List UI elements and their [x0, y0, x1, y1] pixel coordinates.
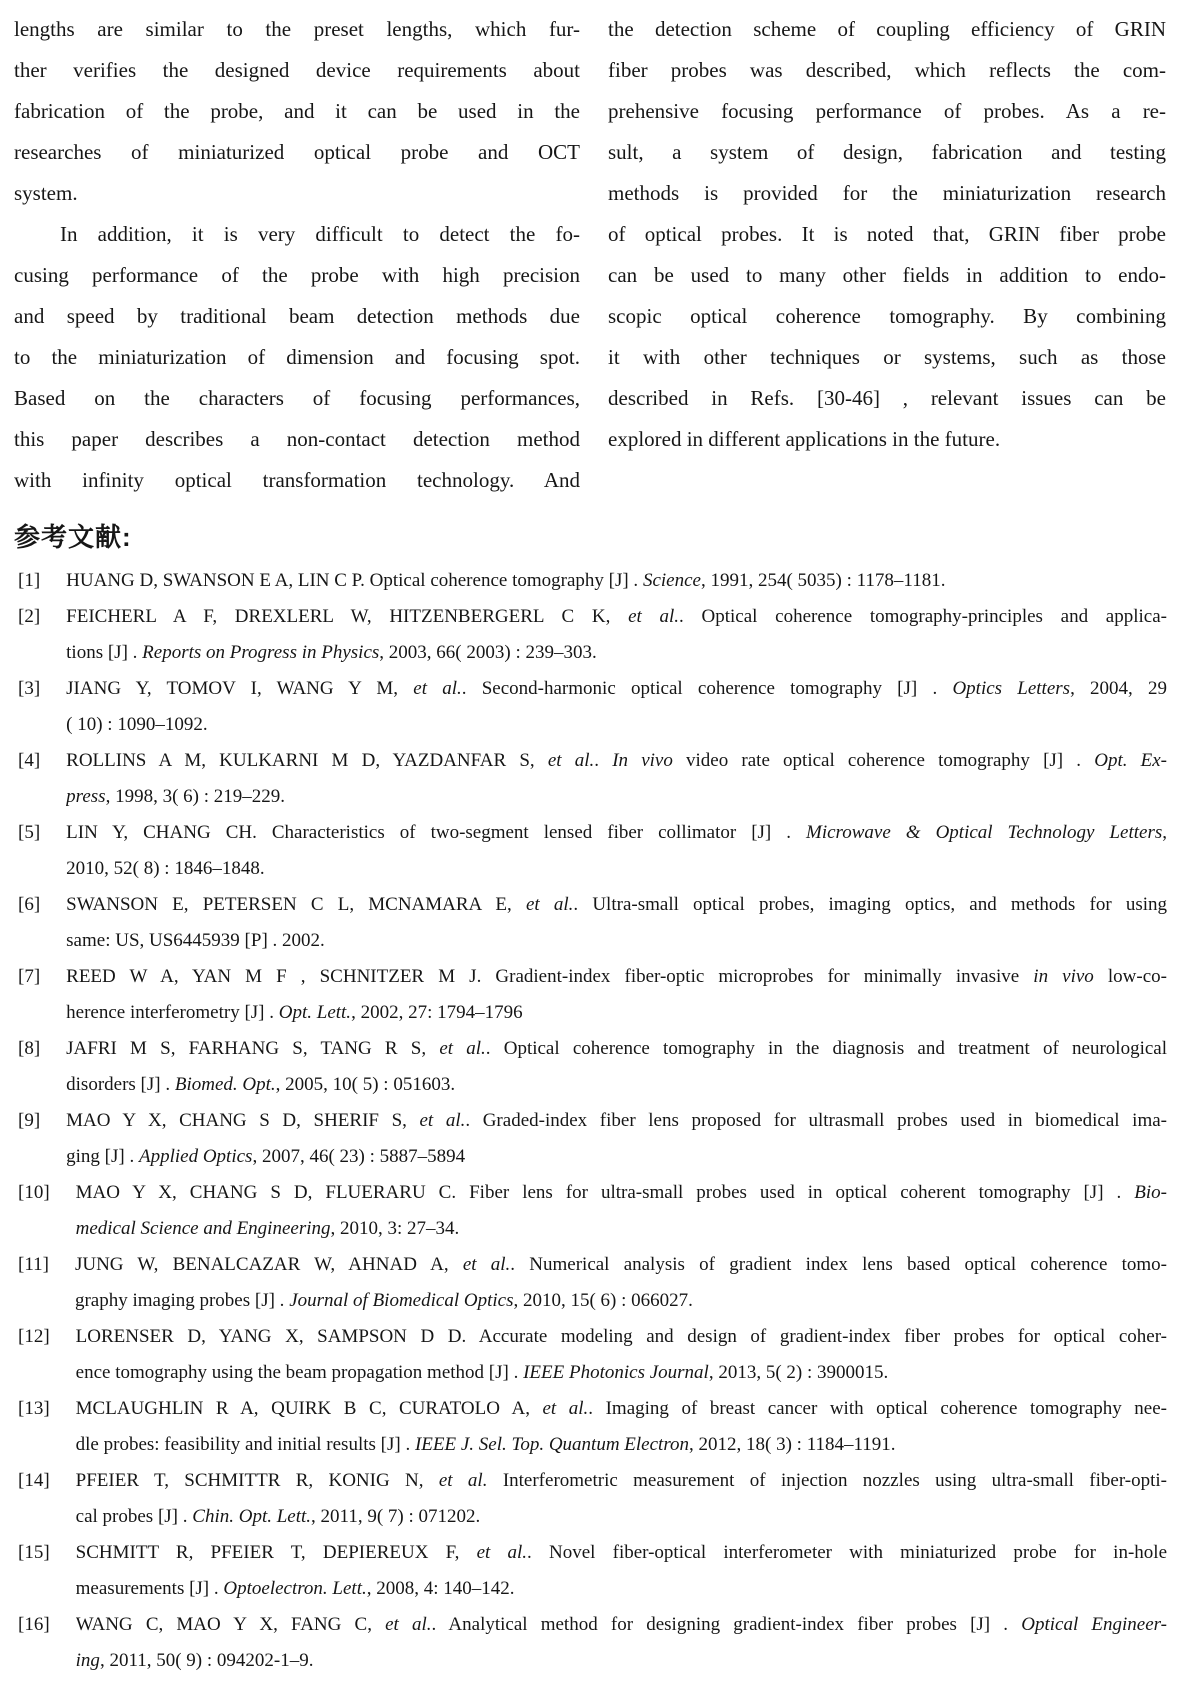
- text-segment: cal probes [J] .: [75, 1506, 193, 1527]
- reference-number: [9]: [18, 1110, 41, 1131]
- italic-text-segment: et al.: [462, 1254, 511, 1275]
- reference-text: [66, 563, 1167, 599]
- text-segment: lengths are similar to the preset lengths, which fur-: [14, 17, 580, 41]
- italic-text-segment: et al.: [438, 1470, 488, 1491]
- reference-item: [18, 959, 1167, 1031]
- reference-text: [66, 887, 1167, 959]
- italic-text-segment: Optoelectron. Lett.: [223, 1578, 367, 1599]
- text-line: [608, 255, 1166, 296]
- text-segment: SWANSON E, PETERSEN C L, MCNAMARA E,: [66, 894, 526, 915]
- italic-text-segment: Opt. Lett.: [278, 1002, 352, 1023]
- text-segment: REED W A, YAN M F , SCHNITZER M J. Gradient-index fiber-optic microprobes for minimally invasive: [66, 966, 1034, 987]
- text-line: [66, 1103, 1167, 1139]
- text-line: [66, 1031, 1167, 1067]
- italic-text-segment: et al.: [547, 750, 595, 771]
- text-segment: PFEIER T, SCHMITTR R, KONIG N,: [75, 1470, 439, 1491]
- text-segment: , 2007, 46( 23) : 5887–5894: [252, 1146, 466, 1167]
- text-segment: the detection scheme of coupling efficiency of GRIN: [608, 17, 1166, 41]
- text-line: [76, 1535, 1167, 1571]
- italic-text-segment: et al.: [628, 606, 680, 627]
- reference-number: [14]: [18, 1470, 50, 1491]
- reference-number: [6]: [18, 894, 41, 915]
- reference-item: [18, 1247, 1167, 1319]
- italic-text-segment: Opt. Ex-: [1094, 750, 1167, 771]
- text-line: [14, 91, 580, 132]
- text-line: [608, 9, 1166, 50]
- text-segment: can be used to many other fields in addition to endo-: [608, 263, 1166, 287]
- text-segment: fiber probes was described, which reflects the com-: [608, 58, 1166, 82]
- reference-text: [66, 815, 1167, 887]
- text-segment: , 2005, 10( 5) : 051603.: [275, 1074, 456, 1095]
- text-line: [14, 378, 580, 419]
- reference-number: [15]: [18, 1542, 50, 1563]
- text-segment: , 2011, 50( 9) : 094202-1–9.: [99, 1650, 314, 1671]
- reference-text: [76, 1319, 1167, 1391]
- italic-text-segment: et al.: [476, 1542, 528, 1563]
- reference-item: [18, 1319, 1167, 1391]
- text-segment: graphy imaging probes [J] .: [74, 1290, 290, 1311]
- text-segment: , 2008, 4: 140–142.: [366, 1578, 515, 1599]
- text-segment: , 1991, 254( 5035) : 1178–1181.: [700, 570, 946, 591]
- text-segment: . Imaging of breast cancer with optical coherence tomography nee-: [588, 1398, 1167, 1419]
- reference-text: [76, 1535, 1167, 1607]
- italic-text-segment: ing: [75, 1650, 100, 1671]
- text-line: [14, 173, 580, 214]
- text-segment: measurements [J] .: [75, 1578, 224, 1599]
- text-line: [76, 1211, 1167, 1247]
- reference-number: [10]: [18, 1182, 50, 1203]
- text-segment: , 2010, 15( 6) : 066027.: [513, 1290, 693, 1311]
- text-segment: cusing performance of the probe with high precision: [14, 263, 580, 287]
- text-line: [66, 599, 1167, 635]
- text-line: [76, 1607, 1167, 1643]
- text-line: [14, 132, 580, 173]
- text-line: [608, 173, 1166, 214]
- reference-item: [18, 1175, 1167, 1247]
- reference-text: [66, 1103, 1167, 1175]
- text-segment: LIN Y, CHANG CH. Characteristics of two-segment lensed fiber collimator [J] .: [66, 822, 807, 843]
- text-segment: , 1998, 3( 6) : 219–229.: [105, 786, 286, 807]
- text-line: [66, 887, 1167, 923]
- reference-item: [18, 743, 1167, 815]
- body-column-left: [14, 9, 580, 501]
- reference-text: [66, 743, 1167, 815]
- reference-text: [66, 599, 1167, 671]
- reference-text: [76, 1463, 1167, 1535]
- text-segment: .: [594, 750, 613, 771]
- reference-item: [18, 1103, 1167, 1175]
- references-heading: 参考文献:: [14, 522, 132, 552]
- reference-item: [18, 563, 1167, 599]
- text-segment: . Analytical method for designing gradient-index fiber probes [J] .: [431, 1614, 1022, 1635]
- text-segment: fabrication of the probe, and it can be used in the: [14, 99, 580, 123]
- text-segment: disorders [J] .: [66, 1074, 175, 1095]
- text-line: [14, 296, 580, 337]
- italic-text-segment: Biomed. Opt.: [174, 1074, 276, 1095]
- text-line: [14, 50, 580, 91]
- text-segment: ,: [1162, 822, 1167, 843]
- text-line: [76, 1571, 1167, 1607]
- reference-item: [18, 887, 1167, 959]
- text-segment: ence tomography using the beam propagation method [J] .: [75, 1362, 524, 1383]
- text-segment: same: US, US6445939 [P] . 2002.: [66, 930, 325, 951]
- italic-text-segment: Chin. Opt. Lett.: [192, 1506, 312, 1527]
- text-segment: ging [J] .: [66, 1146, 139, 1167]
- italic-text-segment: IEEE Photonics Journal: [523, 1362, 709, 1383]
- italic-text-segment: IEEE J. Sel. Top. Quantum Electron: [414, 1434, 690, 1455]
- text-segment: described in Refs. [30-46] , relevant issues can be: [608, 386, 1166, 410]
- text-line: [76, 1643, 1167, 1679]
- text-line: [76, 1427, 1167, 1463]
- text-line: [608, 91, 1166, 132]
- reference-text: [76, 1607, 1167, 1679]
- text-segment: MCLAUGHLIN R A, QUIRK B C, CURATOLO A,: [75, 1398, 543, 1419]
- italic-text-segment: Applied Optics: [138, 1146, 253, 1167]
- text-line: [66, 563, 1167, 599]
- text-line: [608, 419, 1166, 460]
- text-segment: tions [J] .: [66, 642, 143, 663]
- reference-number: [13]: [18, 1398, 50, 1419]
- text-line: [66, 671, 1167, 707]
- text-segment: . Numerical analysis of gradient index lens based optical coherence tomo-: [510, 1254, 1167, 1275]
- text-segment: . Optical coherence tomography in the diagnosis and treatment of neurological: [485, 1038, 1167, 1059]
- reference-number: [12]: [18, 1326, 50, 1347]
- text-segment: , 2011, 9( 7) : 071202.: [311, 1506, 481, 1527]
- reference-item: [18, 1031, 1167, 1103]
- text-line: [14, 337, 580, 378]
- text-line: [66, 1139, 1167, 1175]
- text-line: [76, 1355, 1167, 1391]
- text-line: [14, 419, 580, 460]
- text-line: [66, 923, 1167, 959]
- text-segment: this paper describes a non-contact detection method: [14, 427, 580, 451]
- italic-text-segment: press: [66, 786, 106, 807]
- text-segment: researches of miniaturized optical probe and OCT: [14, 140, 580, 164]
- text-line: [75, 1283, 1167, 1319]
- text-segment: , 2004, 29: [1070, 678, 1167, 699]
- text-line: [608, 214, 1166, 255]
- text-segment: , 2002, 27: 1794–1796: [351, 1002, 523, 1023]
- text-segment: ROLLINS A M, KULKARNI M D, YAZDANFAR S,: [66, 750, 548, 771]
- italic-text-segment: In vivo: [612, 750, 673, 771]
- text-segment: , 2012, 18( 3) : 1184–1191.: [689, 1434, 896, 1455]
- text-segment: explored in different applications in the future.: [608, 427, 1001, 451]
- reference-item: [18, 599, 1167, 671]
- reference-number: [1]: [18, 570, 41, 591]
- reference-number: [16]: [18, 1614, 50, 1635]
- body-column-right: [608, 9, 1166, 501]
- reference-text: [76, 1391, 1167, 1463]
- italic-text-segment: et al.: [413, 678, 462, 699]
- reference-item: [18, 815, 1167, 887]
- text-segment: In addition, it is very difficult to detect the fo-: [60, 222, 580, 246]
- text-line: [76, 1319, 1167, 1355]
- text-line: [608, 132, 1166, 173]
- text-line: [76, 1391, 1167, 1427]
- text-line: [66, 851, 1167, 887]
- text-line: [14, 460, 580, 501]
- reference-text: [66, 1031, 1167, 1103]
- text-segment: herence interferometry [J] .: [66, 1002, 279, 1023]
- text-line: [66, 635, 1167, 671]
- italic-text-segment: Microwave & Optical Technology Letters: [806, 822, 1163, 843]
- text-segment: . Second-harmonic optical coherence tomography [J] .: [461, 678, 953, 699]
- text-segment: MAO Y X, CHANG S D, FLUERARU C. Fiber lens for ultra-small probes used in optical coherent tomography [J] .: [75, 1182, 1135, 1203]
- italic-text-segment: Journal of Biomedical Optics: [289, 1290, 514, 1311]
- text-line: [66, 815, 1167, 851]
- text-segment: , 2013, 5( 2) : 3900015.: [708, 1362, 889, 1383]
- text-segment: system.: [14, 181, 78, 205]
- text-segment: low-co-: [1093, 966, 1167, 987]
- reference-item: [18, 671, 1167, 743]
- body-columns: [0, 0, 1184, 501]
- text-segment: , 2010, 3: 27–34.: [330, 1218, 460, 1239]
- text-segment: it with other techniques or systems, such as those: [608, 345, 1166, 369]
- reference-number: [11]: [18, 1254, 49, 1275]
- text-segment: and speed by traditional beam detection methods due: [14, 304, 580, 328]
- italic-text-segment: Bio-: [1134, 1182, 1167, 1203]
- text-segment: JAFRI M S, FARHANG S, TANG R S,: [66, 1038, 440, 1059]
- text-line: [66, 1067, 1167, 1103]
- text-segment: prehensive focusing performance of probes. As a re-: [608, 99, 1166, 123]
- reference-number: [3]: [18, 678, 41, 699]
- text-segment: WANG C, MAO Y X, FANG C,: [75, 1614, 386, 1635]
- text-line: [608, 337, 1166, 378]
- text-line: [608, 50, 1166, 91]
- text-segment: MAO Y X, CHANG S D, SHERIF S,: [66, 1110, 420, 1131]
- text-segment: video rate optical coherence tomography [J] .: [672, 750, 1095, 771]
- italic-text-segment: et al.: [439, 1038, 486, 1059]
- text-segment: . Novel fiber-optical interferometer with miniaturized probe for in-hole: [527, 1542, 1167, 1563]
- italic-text-segment: Optics Letters: [952, 678, 1071, 699]
- text-line: [608, 378, 1166, 419]
- reference-text: [75, 1247, 1167, 1319]
- text-segment: . Ultra-small optical probes, imaging optics, and methods for using: [573, 894, 1167, 915]
- italic-text-segment: Reports on Progress in Physics: [142, 642, 380, 663]
- text-segment: methods is provided for the miniaturization research: [608, 181, 1166, 205]
- text-line: [608, 296, 1166, 337]
- italic-text-segment: et al.: [542, 1398, 589, 1419]
- italic-text-segment: medical Science and Engineering: [75, 1218, 331, 1239]
- text-segment: JIANG Y, TOMOV I, WANG Y M,: [66, 678, 414, 699]
- text-segment: . Optical coherence tomography-principles and applica-: [679, 606, 1167, 627]
- text-segment: HUANG D, SWANSON E A, LIN C P. Optical coherence tomography [J] .: [66, 570, 643, 591]
- reference-number: [2]: [18, 606, 41, 627]
- text-segment: Interferometric measurement of injection nozzles using ultra-small fiber-opti-: [487, 1470, 1167, 1491]
- text-line: [66, 779, 1167, 815]
- italic-text-segment: Optical Engineer-: [1021, 1614, 1167, 1635]
- reference-text: [66, 959, 1167, 1031]
- text-segment: , 2003, 66( 2003) : 239–303.: [379, 642, 597, 663]
- text-line: [14, 214, 580, 255]
- text-segment: scopic optical coherence tomography. By combining: [608, 304, 1166, 328]
- text-segment: LORENSER D, YANG X, SAMPSON D D. Accurate modeling and design of gradient-index fiber probes for optical coher-: [75, 1326, 1167, 1347]
- text-segment: with infinity optical transformation technology. And: [14, 468, 580, 492]
- text-line: [66, 959, 1167, 995]
- text-segment: 2010, 52( 8) : 1846–1848.: [66, 858, 265, 879]
- text-segment: ( 10) : 1090–1092.: [66, 714, 208, 735]
- text-segment: SCHMITT R, PFEIER T, DEPIEREUX F,: [75, 1542, 477, 1563]
- reference-number: [8]: [18, 1038, 41, 1059]
- text-line: [75, 1247, 1167, 1283]
- reference-number: [4]: [18, 750, 41, 771]
- text-segment: dle probes: feasibility and initial results [J] .: [75, 1434, 415, 1455]
- italic-text-segment: et al.: [525, 894, 574, 915]
- reference-number: [5]: [18, 822, 41, 843]
- reference-item: [18, 1535, 1167, 1607]
- italic-text-segment: in vivo: [1033, 966, 1094, 987]
- italic-text-segment: et al.: [385, 1614, 432, 1635]
- text-line: [66, 743, 1167, 779]
- text-line: [66, 995, 1167, 1031]
- text-segment: of optical probes. It is noted that, GRIN fiber probe: [608, 222, 1166, 246]
- reference-list: [0, 557, 1184, 1679]
- reference-text: [66, 671, 1167, 743]
- text-segment: to the miniaturization of dimension and focusing spot.: [14, 345, 580, 369]
- italic-text-segment: Science: [642, 570, 701, 591]
- text-segment: FEICHERL A F, DREXLERL W, HITZENBERGERL C K,: [66, 606, 629, 627]
- reference-item: [18, 1607, 1167, 1679]
- reference-item: [18, 1463, 1167, 1535]
- reference-number: [7]: [18, 966, 41, 987]
- text-segment: . Graded-index fiber lens proposed for ultrasmall probes used in biomedical ima-: [465, 1110, 1167, 1131]
- text-segment: Based on the characters of focusing performances,: [14, 386, 580, 410]
- italic-text-segment: et al.: [419, 1110, 466, 1131]
- text-line: [66, 707, 1167, 743]
- text-segment: JUNG W, BENALCAZAR W, AHNAD A,: [74, 1254, 463, 1275]
- text-line: [76, 1499, 1167, 1535]
- text-line: [14, 255, 580, 296]
- text-segment: ther verifies the designed device requirements about: [14, 58, 580, 82]
- text-line: [76, 1175, 1167, 1211]
- text-segment: sult, a system of design, fabrication and testing: [608, 140, 1166, 164]
- text-line: [14, 9, 580, 50]
- reference-item: [18, 1391, 1167, 1463]
- text-line: [76, 1463, 1167, 1499]
- reference-text: [76, 1175, 1167, 1247]
